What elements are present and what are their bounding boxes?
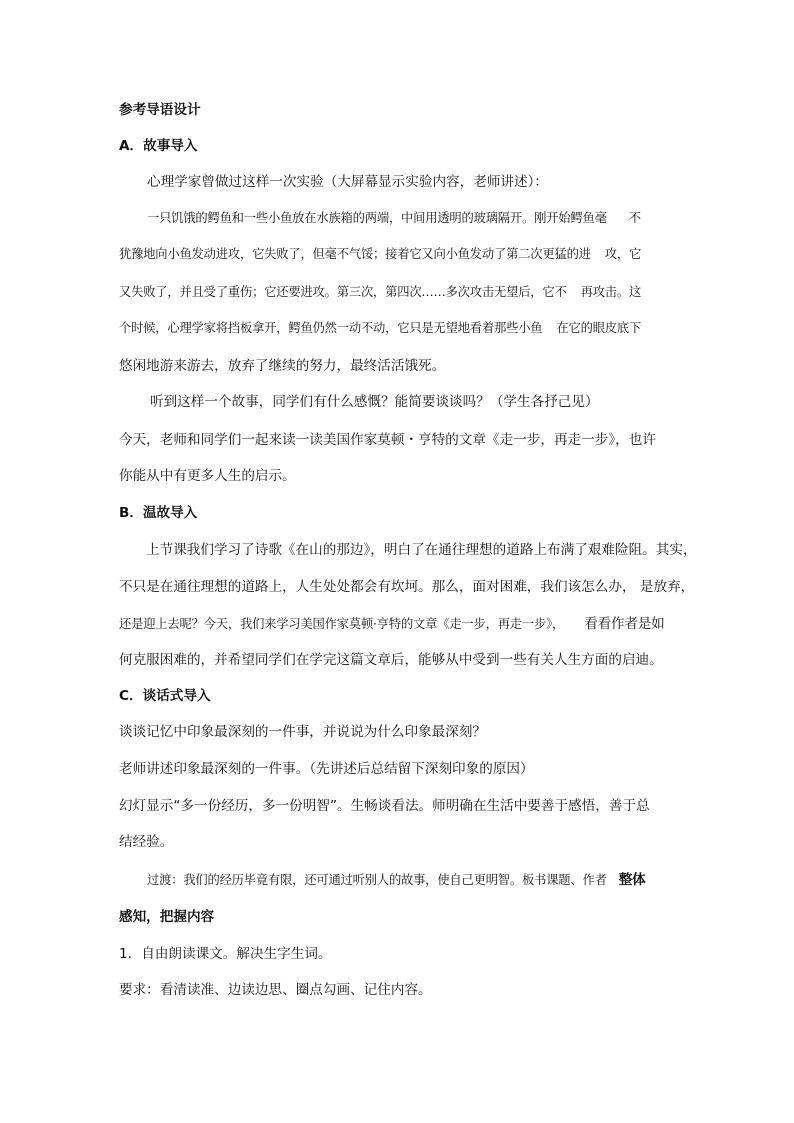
story-line-1: 一只饥饿的鳄鱼和一些小鱼放在水族箱的两端，中间用透明的玻璃隔开。刚开始鳄鱼毫 不 — [147, 211, 641, 225]
story-line-4: 个时候，心理学家将挡板拿开，鳄鱼仍然一动不动，它只是无望地看着那些小鱼 在它的眼皮底下 — [119, 321, 642, 335]
story-line-3: 又失败了，并且受了重伤；它还要进攻。第三次，第四次……多次攻击无望后，它不 再攻击。这 — [119, 285, 642, 299]
section-b-line-1: 上节课我们学习了诗歌《在山的那边》，明白了在通往理想的道路上布满了艰难险阻。其实， — [146, 542, 697, 558]
next-heading-part-1: 整体 — [618, 872, 646, 888]
section-b-heading: B．温故导入 — [119, 505, 198, 521]
next-heading-part-2: 感知，把握内容 — [119, 909, 215, 925]
story-line-2: 犹豫地向小鱼发动进攻，它失败了，但毫不气馁；接着它又向小鱼发动了第二次更猛的进 攻，它 — [119, 247, 642, 261]
story-question: 听到这样一个故事，同学们有什么感慨？能简要谈谈吗？（学生各抒己见） — [150, 394, 599, 410]
section-c-line-4: 结经验。 — [119, 834, 174, 850]
section-a-transition-1: 今天，老师和同学们一起来读一读美国作家莫顿・亨特的文章《走一步，再走一步》，也许 — [119, 432, 656, 448]
section-c-line-2: 老师讲述印象最深刻的一件事。（先讲述后总结留下深刻印象的原因） — [119, 761, 534, 777]
section-b-line-4: 何克服困难的，并希望同学们在学完这篇文章后，能够从中受到一些有关人生方面的启迪。 — [119, 652, 663, 668]
section-c-line-3: 幻灯显示“多一份经历，多一份明智”。生畅谈看法。师明确在生活中要善于感悟，善于总 — [119, 798, 650, 814]
section-c-transition: 过渡：我们的经历毕竟有限，还可通过听别人的故事，使自己更明智。板书课题、作者 整体 — [147, 872, 646, 888]
task-requirement: 要求：看清读准、边读边思、圈点勾画、记住内容。 — [119, 982, 432, 998]
section-c-heading: C．谈话式导入 — [119, 688, 211, 704]
section-a-transition-2: 你能从中有更多人生的启示。 — [119, 468, 296, 484]
task-item-1: 1．自由朗读课文。解决生字生词。 — [119, 946, 332, 962]
section-a-heading: A．故事导入 — [119, 138, 198, 154]
document-title: 参考导语设计 — [119, 102, 201, 118]
section-c-line-1: 谈谈记忆中印象最深刻的一件事，并说说为什么印象最深刻？ — [119, 724, 487, 740]
story-line-5: 悠闲地游来游去，放弃了继续的努力，最终活活饿死。 — [119, 358, 446, 374]
section-a-intro: 心理学家曾做过这样一次实验（大屏幕显示实验内容，老师讲述）： — [147, 174, 549, 190]
section-b-line-2: 不只是在通往理想的道路上，人生处处都会有坎坷。那么，面对困难，我们该怎么办， 是放弃， — [119, 579, 695, 595]
section-b-line-3: 还是迎上去呢？今天，我们来学习美国作家莫顿·亨特的文章《走一步，再走一步》， 看看作者是如 — [119, 616, 665, 632]
